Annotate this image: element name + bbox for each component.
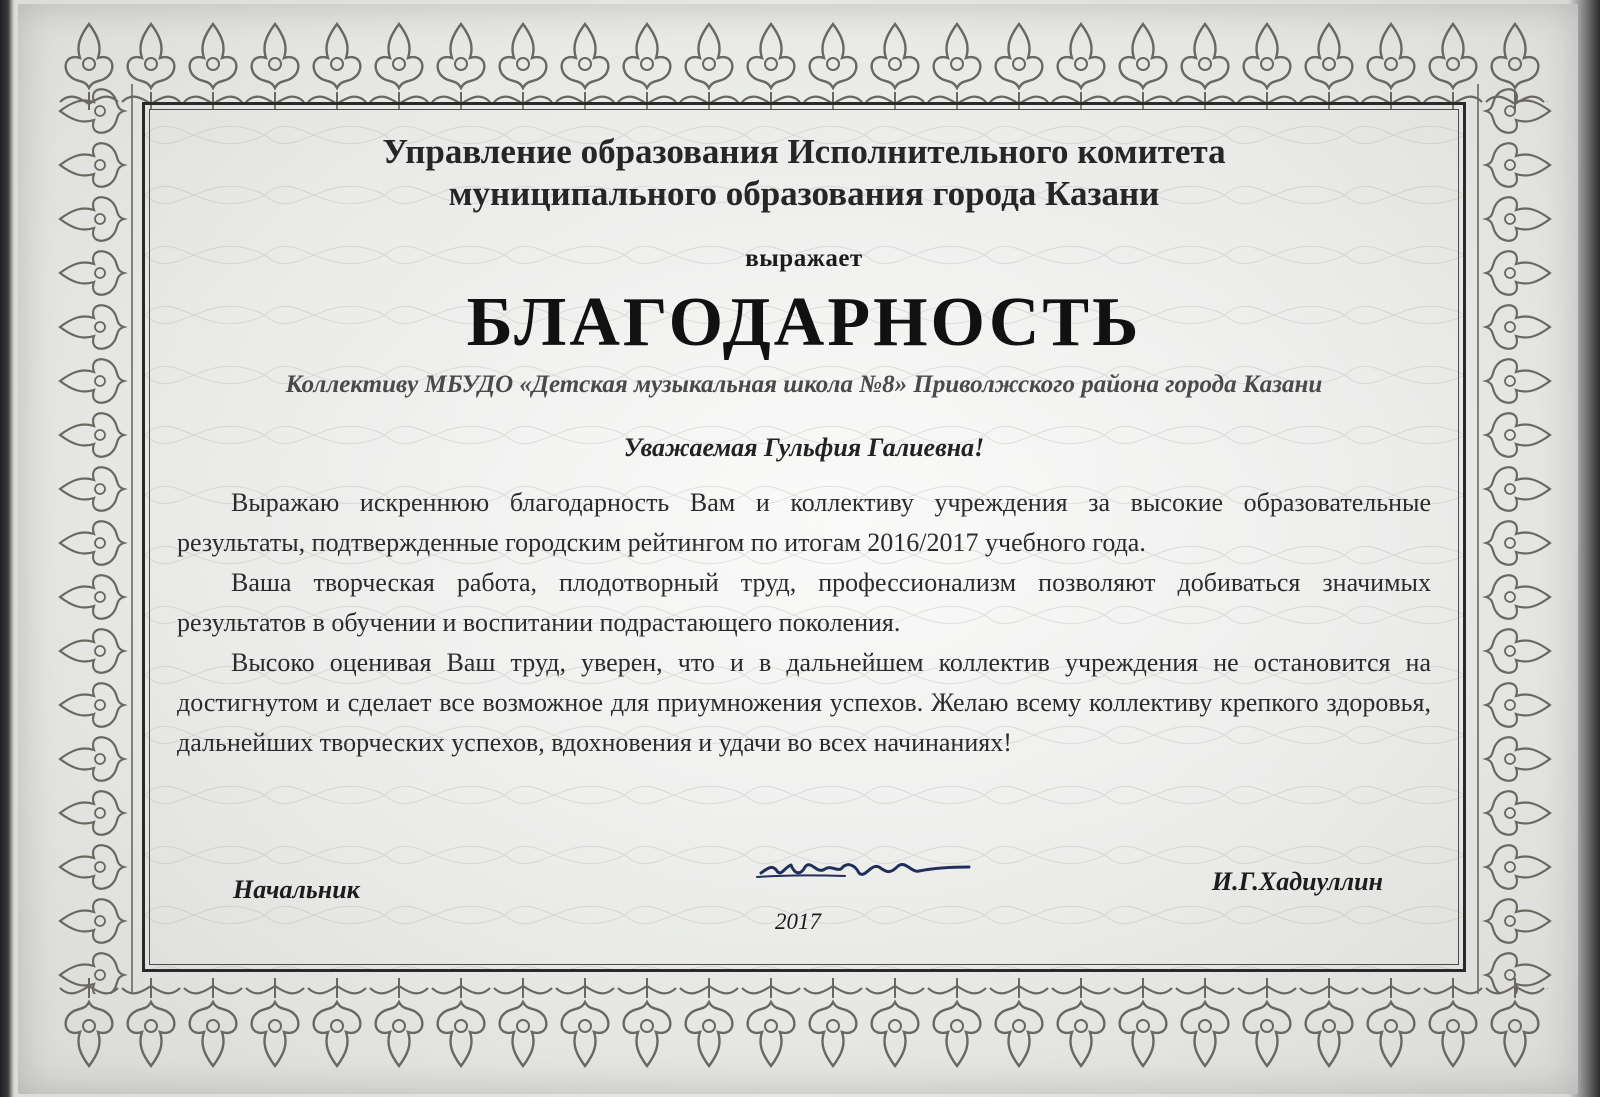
certificate-text-frame <box>142 102 1466 972</box>
issuer-heading <box>145 131 1463 215</box>
certificate-body <box>177 483 1431 763</box>
expresses-label: выражает <box>745 245 863 272</box>
ornament-border-left <box>52 84 140 994</box>
document-year: 2017 <box>775 909 821 934</box>
body-paragraph-2: Ваша творческая работа, плодотворный труд, профессионализм позволяют добиваться значимых результатов в обучении и воспитании подрастающего поколения. <box>177 568 1431 637</box>
signer-position: Начальник <box>233 875 360 904</box>
certificate-sheet <box>18 4 1578 1094</box>
issuer-line-1: Управление образования Исполнительного комитета <box>382 132 1226 171</box>
ornament-border-right <box>1470 84 1558 994</box>
salutation: Уважаемая Гульфия Галиевна! <box>623 433 985 462</box>
body-paragraph-1: Выражаю искреннюю благодарность Вам и коллективу учреждения за высокие образовательные результаты, подтвержденные городским рейтингом по итогам 2016/2017 учебного года. <box>177 488 1431 557</box>
body-paragraph-3: Высоко оценивая Ваш труд, уверен, что и в дальнейшем коллектив учреждения не остановится на достигнутом и сделает все возможное для приумножения успехов. Желаю всему коллективу крепкого здоровья, дальнейших творческих успехов, вдохновения и удачи во всех начинаниях! <box>177 648 1431 757</box>
issuer-line-2: муниципального образования города Казани <box>448 174 1160 213</box>
ornament-border-top <box>58 18 1548 114</box>
certificate-title: БЛАГОДАРНОСТЬ <box>466 284 1142 361</box>
recipient-line: Коллективу МБУДО «Детская музыкальная школа №8» Приволжского района города Казани <box>285 371 1323 398</box>
signer-name: И.Г.Хадиуллин <box>1211 867 1383 896</box>
handwritten-signature <box>755 845 985 895</box>
ornament-border-bottom <box>58 972 1548 1072</box>
